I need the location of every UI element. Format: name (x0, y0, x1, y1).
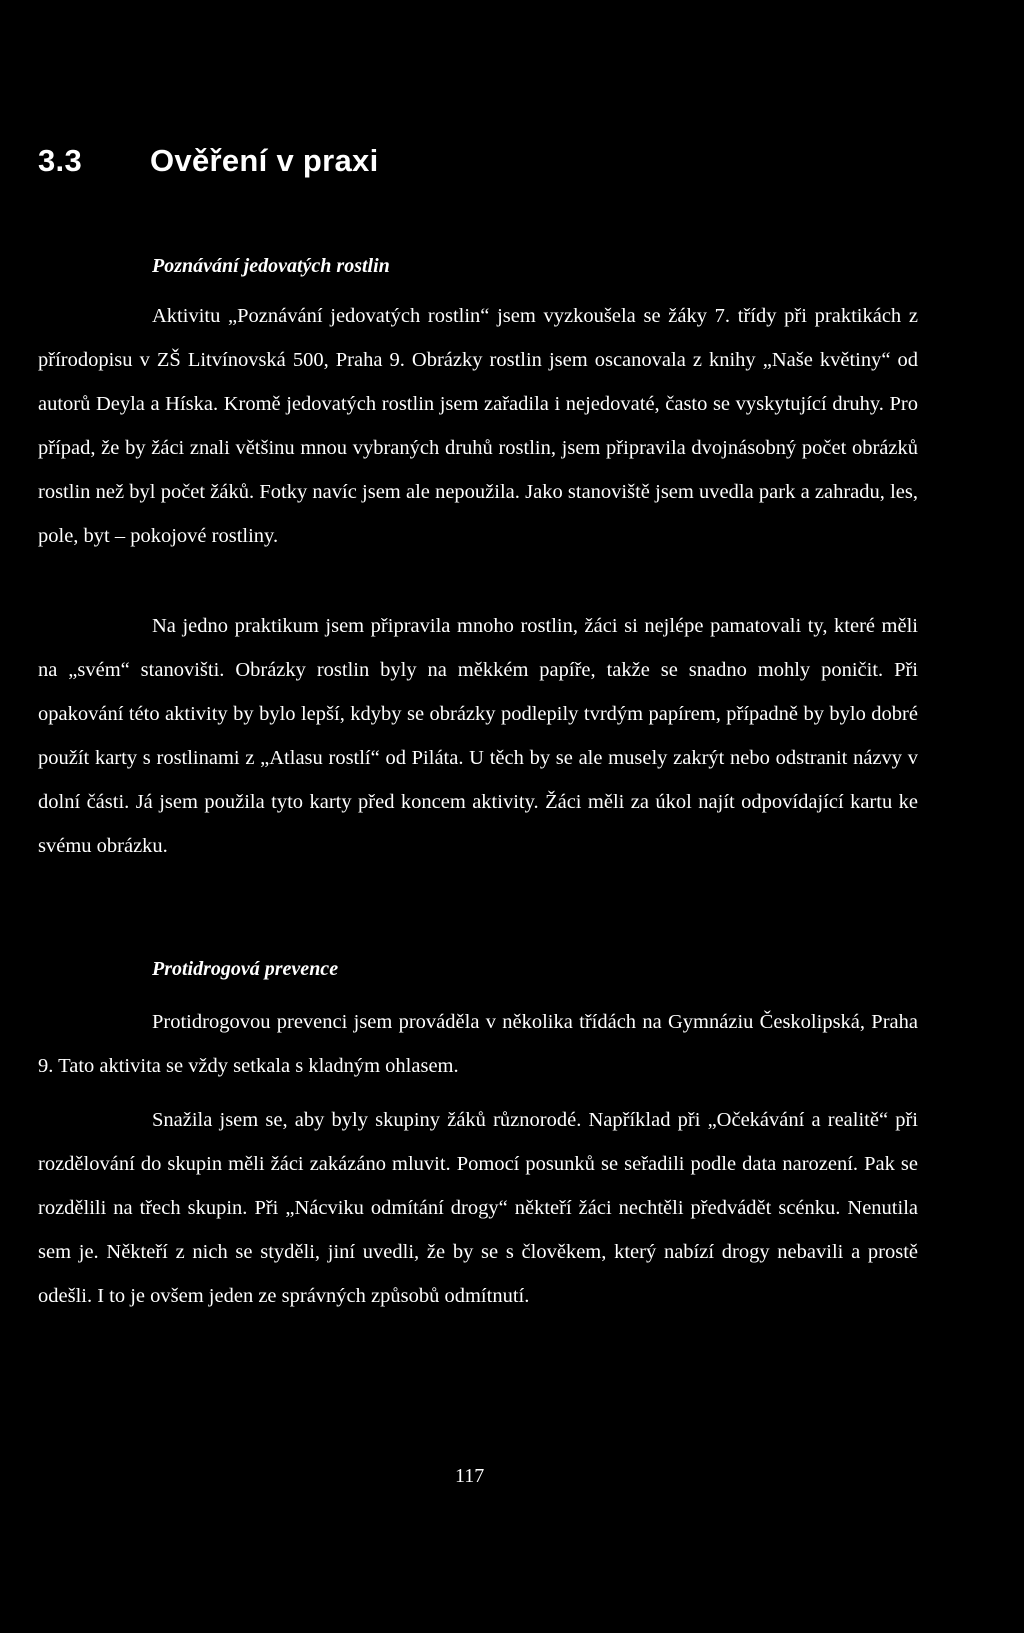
paragraph-poisonous-plants-2: Na jedno praktikum jsem připravila mnoho rostlin, žáci si nejlépe pamatovali ty, které měli na „svém“ stanovišti. Obrázky rostlin byly na měkkém papíře, takže se snadno mohly poničit. Při opakování této aktivity by bylo lepší, kdyby se obrázky podlepily tvrdým papírem, případně by bylo dobré použít karty s rostlinami z „Atlasu rostlí“ od Piláta. U těch by se ale musely zakrýt nebo odstranit názvy v dolní části. Já jsem použila tyto karty před koncem aktivity. Žáci měli za úkol najít odpovídající kartu ke svému obrázku. (38, 615, 918, 857)
subheading-poisonous-plants: Poznávání jedovatých rostlin (152, 255, 390, 277)
paragraph-poisonous-plants-1: Aktivitu „Poznávání jedovatých rostlin“ jsem vyzkoušela se žáky 7. třídy při praktikách z přírodopisu v ZŠ Litvínovská 500, Praha 9. Obrázky rostlin jsem oscanovala z knihy „Naše květiny“ od autorů Deyla a Híska. Kromě jedovatých rostlin jsem zařadila i nejedovaté, často se vyskytující druhy. Pro případ, že by žáci znali většinu mnou vybraných druhů rostlin, jsem připravila dvojnásobný počet obrázků rostlin než byl počet žáků. Fotky navíc jsem ale nepoužila. Jako stanoviště jsem uvedla park a zahradu, les, pole, byt – pokojové rostliny. (38, 305, 918, 547)
paragraph-drug-prevention-1: Protidrogovou prevenci jsem prováděla v několika třídách na Gymnáziu Českolipská, Praha 9. Tato aktivita se vždy setkala s kladným ohlasem. (38, 1011, 918, 1077)
paragraph-drug-prevention-2: Snažila jsem se, aby byly skupiny žáků různorodé. Například při „Očekávání a realitě“ při rozdělování do skupin měli žáci zakázáno mluvit. Pomocí posunků se seřadili podle data narození. Pak se rozdělili na třech skupin. Při „Nácviku odmítání drogy“ někteří žáci nechtěli předvádět scénku. Nenutila sem je. Někteří z nich se styděli, jiní uvedli, že by se s člověkem, který nabízí drogy nebavili a prostě odešli. I to je ovšem jeden ze správných způsobů odmítnutí. (38, 1109, 918, 1307)
page-number: 117 (455, 1465, 485, 1487)
section-heading (38, 143, 379, 179)
section-number: 3.3 (38, 143, 82, 178)
section-title: Ověření v praxi (150, 143, 379, 178)
subheading-drug-prevention: Protidrogová prevence (152, 958, 339, 980)
